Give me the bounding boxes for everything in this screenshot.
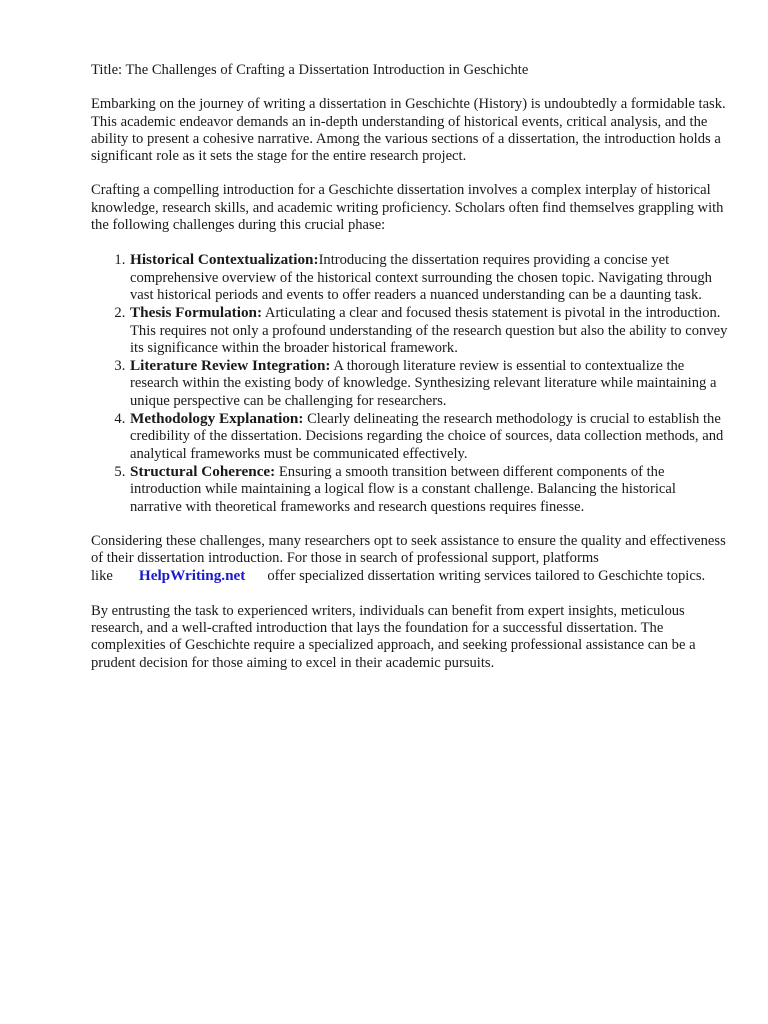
list-item-text: Ensuring a smooth transition between different components of the introduction while maintaining a logical flow is a constant challenge. Balancing the historical narrative with theoretical frameworks and research questions requires finesse. xyxy=(130,463,676,515)
assistance-paragraph xyxy=(91,533,731,586)
list-item-text: Clearly delineating the research methodology is crucial to establish the credibility of the dissertation. Decisions regarding the choice of sources, data collection methods, and analytical frameworks must be communicated effectively. xyxy=(130,411,724,462)
assistance-text-after-link: offer specialized dissertation writing services tailored to Geschichte topics. xyxy=(267,568,706,585)
list-item-heading: Methodology Explanation: xyxy=(130,410,304,428)
document-body xyxy=(91,62,731,689)
helpwriting-link[interactable]: HelpWriting.net xyxy=(138,567,246,585)
challenges-intro-paragraph: Crafting a compelling introduction for a Geschichte dissertation involves a complex interplay of historical knowledge, research skills, and academic writing proficiency. Scholars often find themselves grappling with the following challenges during this crucial phase: xyxy=(91,182,724,234)
intro-paragraph: Embarking on the journey of writing a dissertation in Geschichte (History) is undoubtedly a formidable task. This academic endeavor demands an in-depth understanding of historical events, critical analysis, and the ability to present a cohesive narrative. Among the various sections of a dissertation, the introduction holds a significant role as it sets the stage for the entire research project. xyxy=(91,96,726,165)
list-item xyxy=(129,463,731,516)
list-item-text: A thorough literature review is essential to contextualize the research within the existing body of knowledge. Synthesizing relevant literature while maintaining a unique perspective can be challenging for researchers. xyxy=(130,358,717,409)
closing-paragraph: By entrusting the task to experienced writers, individuals can benefit from expert insights, meticulous research, and a well-crafted introduction that lays the foundation for a successful dissertation. The complexities of Geschichte require a specialized approach, and seeking professional assistance can be a prudent decision for those aiming to excel in their academic pursuits. xyxy=(91,602,696,671)
document-title: Title: The Challenges of Crafting a Dissertation Introduction in Geschichte xyxy=(91,62,529,78)
list-item xyxy=(129,357,731,410)
assistance-text-before-link: Considering these challenges, many researchers opt to seek assistance to ensure the quality and effectiveness of their dissertation introduction. For those in search of professional support, platforms like xyxy=(91,532,726,585)
challenges-list xyxy=(91,251,731,515)
list-item-heading: Structural Coherence: xyxy=(130,462,276,480)
list-item-heading: Literature Review Integration: xyxy=(130,357,331,375)
list-item-heading: Historical Contextualization: xyxy=(130,251,319,269)
list-item-heading: Thesis Formulation: xyxy=(130,304,263,322)
list-item xyxy=(129,304,731,357)
list-item xyxy=(129,251,731,304)
list-item xyxy=(129,410,731,463)
list-item-text: Articulating a clear and focused thesis statement is pivotal in the introduction. This requires not only a profound understanding of the research question but also the ability to convey its significance within the broader historical framework. xyxy=(130,305,728,356)
list-item-text: Introducing the dissertation requires providing a concise yet comprehensive overview of the historical context surrounding the chosen topic. Navigating through vast historical periods and events to offer readers a nuanced understanding can be a daunting task. xyxy=(130,252,712,303)
